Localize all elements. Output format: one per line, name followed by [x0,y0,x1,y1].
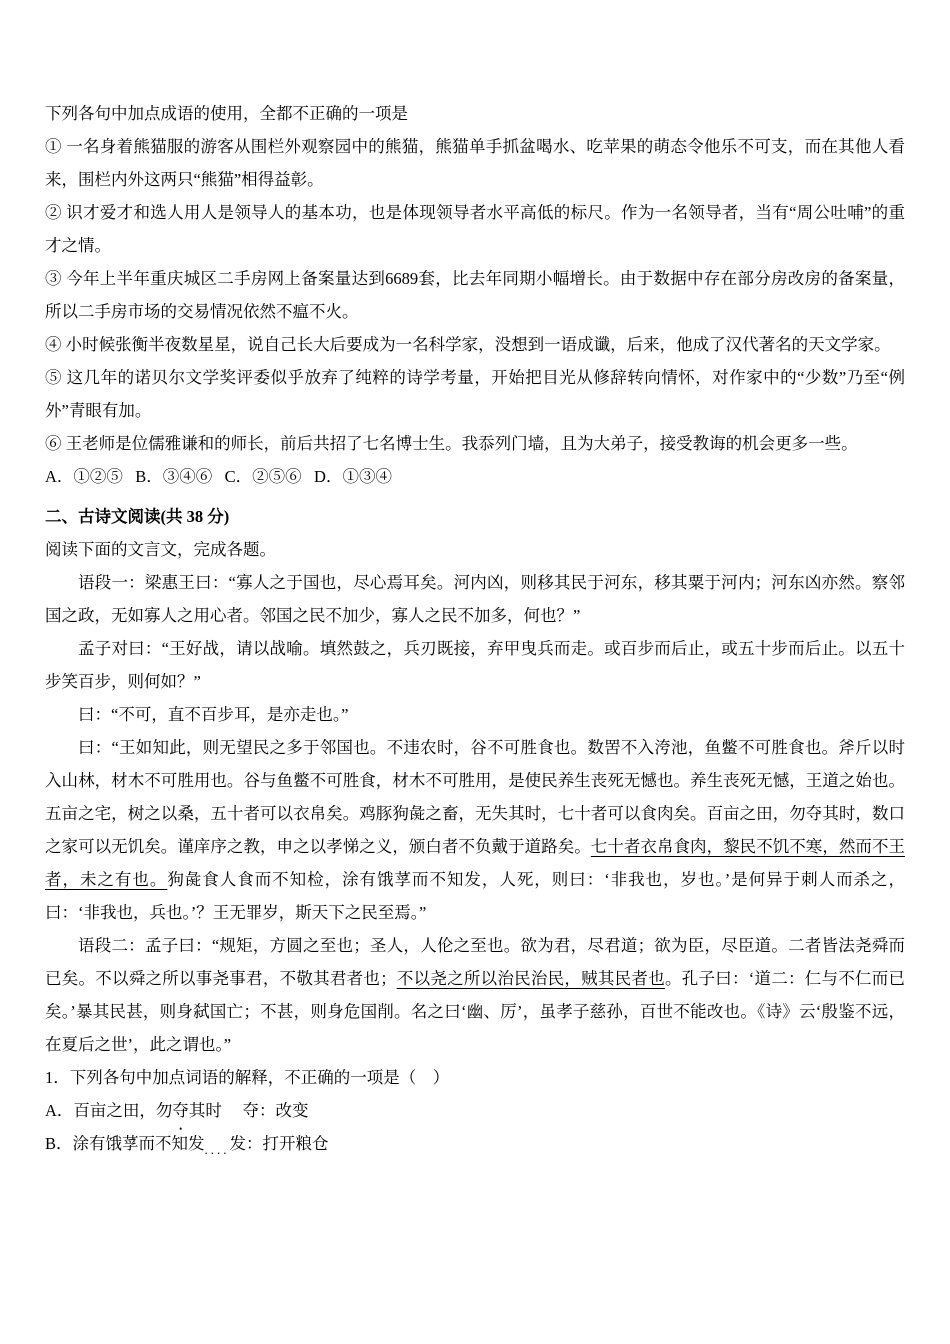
text-run: 曰：“不可，直不百步耳，是亦走也。” [78,705,349,724]
question-1-option-a [45,1094,905,1127]
idiom-sentence-2 [45,196,905,262]
idiom-sentence-1 [45,130,905,196]
passage-2-para-1 [45,929,905,1061]
underlined-text: 不以尧之所以治民治民，贼其民者也 [396,969,665,988]
text-run: 狗彘食人食而不知检，涂有饿莩而不知发，人死，则曰：‘非我也，岁也。’是何异于刺人而杀之，曰：‘非我也，兵也。’？王无罪岁，斯天下之民至焉。” [45,870,905,922]
text-run: 1．下列各句中加点词语的解释，不正确的一项是（ ） [45,1068,450,1087]
idiom-sentence-3 [45,262,905,328]
emphasis-dots: .... [204,1142,230,1157]
text-run: 曰：“王如知此，则无望民之多于邻国也。不违农时，谷不可胜食也。数罟不入洿池，鱼鳖不可胜食也。斧斤以时入山林，材木不可胜用也。谷与鱼鳖不可胜食，材木不可胜用，是使民养生丧死无憾也。养生丧死无憾，王道之始也。五亩之宅，树之以桑，五十者可以衣帛矣。鸡豚狗彘之畜，无失其时，七十者可以食肉矣。百亩之田，勿夺其时，数口之家可以无饥矣。谨庠序之教，申之以孝悌之义，颁白者不负戴于道路矣。 [45,738,905,856]
text-run: ② 识才爱才和选人用人是领导人的基本功，也是体现领导者水平高低的标尺。作为一名领导者，当有“周公吐哺”的重才之情。 [45,203,905,255]
idiom-question-stem [45,97,905,130]
text-run: ⑥ 王老师是位儒雅谦和的师长，前后共招了七名博士生。我忝列门墙，且为大弟子，接受教诲的机会更多一些。 [45,434,858,453]
idiom-options [45,460,905,493]
idiom-sentence-5 [45,361,905,427]
passage-1-para-3 [45,698,905,731]
text-run: ① 一名身着熊猫服的游客从围栏外观察园中的熊猫，熊猫单手抓盆喝水、吃苹果的萌态令他乐不可支，而在其他人看来，围栏内外这两只“熊猫”相得益彰。 [45,137,905,189]
section-heading [45,500,905,533]
text-run: B．涂有饿莩而不知发 [45,1134,205,1153]
text-run: A．百亩之田，勿 [45,1101,173,1120]
text-run: 阅读下面的文言文，完成各题。 [45,540,276,559]
underlined-text: 七十者衣帛食肉，黎民不饥不寒，然而不王者，未之有也。 [45,837,906,889]
passage-1-para-2 [45,632,905,698]
passage-1-para-4 [45,731,905,929]
text-run: 语段二：孟子曰：“规矩，方圆之至也；圣人，人伦之至也。欲为君，尽君道；欲为臣，尽臣道。二者皆法尧舜而已矣。不以舜之所以事尧事君，不敬其君者也； [45,936,905,988]
text-run: 孟子对曰：“王好战，请以战喻。填然鼓之，兵刃既接，弃甲曳兵而走。或百步而后止，或五十步而后止。以五十步笑百步，则何如？” [45,639,905,691]
text-run: 下列各句中加点成语的使用，全都不正确的一项是 [45,104,408,123]
document-body [45,97,905,1166]
idiom-sentence-4 [45,328,905,361]
text-run: 二、古诗文阅读(共 38 分) [45,507,230,526]
text-run: ③ 今年上半年重庆城区二手房网上备案量达到6689套，比去年同期小幅增长。由于数据中存在部分房改房的备案量，所以二手房市场的交易情况依然不瘟不火。 [45,269,905,321]
text-run: 语段一：梁惠王曰：“寡人之于国也，尽心焉耳矣。河内凶，则移其民于河东，移其粟于河内；河东凶亦然。察邻国之政，无如寡人之用心者。邻国之民不加少，寡人之民不加多，何也？” [45,573,905,625]
text-run: 发：打开粮仓 [229,1134,329,1153]
text-run: A．①②⑤ B．③④⑥ C．②⑤⑥ D．①③④ [45,467,392,486]
text-run: 。孔子曰：‘道二：仁与不仁而已矣。’暴其民甚，则身弑国亡；不甚，则身危国削。名之曰‘幽、厉’，虽孝子慈孙，百世不能改也。《诗》云‘殷鉴不远，在夏后之世’，此之谓也。” [45,969,906,1054]
reading-instruction [45,533,905,566]
text-run: ④ 小时候张衡半夜数星星，说自己长大后要成为一名科学家，没想到一语成谶，后来，他成了汉代著名的天文学家。 [45,335,891,354]
text-run: ⑤ 这几年的诺贝尔文学奖评委似乎放弃了纯粹的诗学考量，开始把目光从修辞转向情怀，对作家中的“少数”乃至“例外”青眼有加。 [45,368,905,420]
passage-1-para-1 [45,566,905,632]
emphasized-word: 夺 [172,1101,189,1120]
text-run: 其时 夺：改变 [188,1101,309,1120]
idiom-sentence-6 [45,427,905,460]
question-1-stem [45,1061,905,1094]
